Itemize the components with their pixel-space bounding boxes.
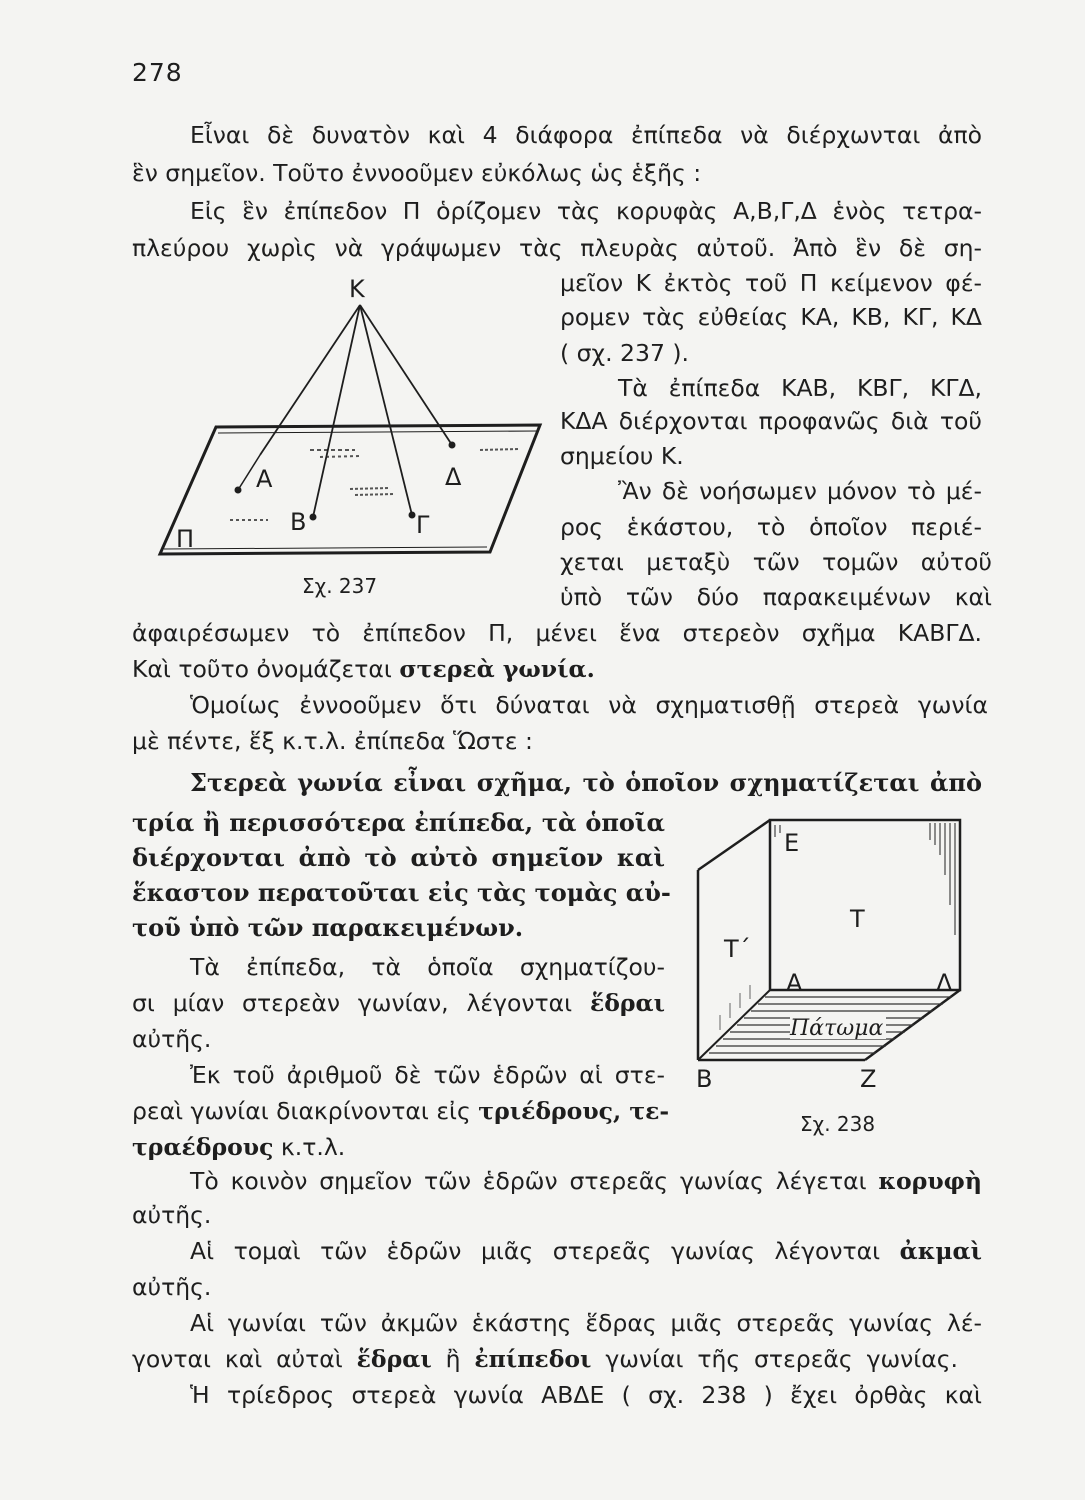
fig237-label-D: Δ (445, 463, 462, 491)
fig238-label-Z: Ζ (860, 1065, 877, 1093)
text-line: ρομεν τὰς εὐθείας ΚΑ, ΚΒ, ΚΓ, ΚΔ (560, 303, 982, 331)
term-edges: ἀκμαὶ (899, 1237, 982, 1265)
text-line: ΚΔΑ διέρχονται προφανῶς διὰ τοῦ (560, 407, 982, 435)
text-line: Εἰς ἓν ἐπίπεδον Π ὁρίζομεν τὰς κορυφὰς Α,Β,Γ,Δ ἑνὸς τετρα- (190, 197, 982, 225)
fig238-label-D: Δ (936, 969, 953, 997)
text-line: μεῖον Κ ἐκτὸς τοῦ Π κείμενον φέ- (560, 269, 982, 297)
text-line: Ἡ τρίεδρος στερεὰ γωνία ΑΒΔΕ ( σχ. 238 ) ἔχει ὀρθὰς καὶ (190, 1381, 982, 1409)
fig237-label-K: Κ (349, 275, 365, 303)
text-line: ρεαὶ γωνίαι διακρίνονται εἰς τριέδρους, τε- (132, 1097, 670, 1125)
fig238-label-T: Τ (850, 905, 865, 933)
fig237-label-P: Π (176, 525, 195, 553)
text-line: Αἱ τομαὶ τῶν ἑδρῶν μιᾶς στερεᾶς γωνίας λέγονται ἀκμαὶ (190, 1237, 982, 1265)
fig238-label-E: Ε (784, 829, 800, 857)
fig237-label-G: Γ (416, 511, 430, 539)
term-trihedral: τριέδρους, τε- (478, 1097, 670, 1125)
text-line: Τὰ ἐπίπεδα ΚΑΒ, ΚΒΓ, ΚΓΔ, (618, 374, 982, 402)
text-line: αὐτῆς. (132, 1201, 212, 1229)
term-plane-angles: ἐπίπεδοι (474, 1345, 592, 1373)
term-tetrahedral: τραέδρους (132, 1133, 274, 1161)
text-line: Τὸ κοινὸν σημεῖον τῶν ἑδρῶν στερεᾶς γωνίας λέγεται κορυφὴ (190, 1167, 982, 1195)
text-line: Ὁμοίως ἐννοοῦμεν ὅτι δύναται νὰ σχηματισθῇ στερεὰ γωνία (190, 691, 988, 719)
definition-line: τρία ἢ περισσότερα ἐπίπεδα, τὰ ὁποῖα (132, 808, 665, 837)
text-line: ἓν σημεῖον. Τοῦτο ἐννοοῦμεν εὐκόλως ὡς ἑξῆς : (132, 159, 702, 187)
fig237-label-B: Β (290, 508, 307, 536)
text-line: αὐτῆς. (132, 1025, 212, 1053)
term-faces-2: ἕδραι (356, 1345, 432, 1373)
term-vertex: κορυφὴ (878, 1167, 982, 1195)
fig238-label-B: Β (696, 1065, 713, 1093)
text-line: γονται καὶ αὐταὶ ἕδραι ἢ ἐπίπεδοι γωνίαι τῆς στερεᾶς γωνίας. (132, 1345, 958, 1373)
figure-237-solid-angle (150, 265, 550, 595)
text-line: Τὰ ἐπίπεδα, τὰ ὁποῖα σχηματίζου- (190, 953, 665, 981)
text-line: τραέδρους κ.τ.λ. (132, 1133, 346, 1161)
text-line: ἀφαιρέσωμεν τὸ ἐπίπεδον Π, μένει ἕνα στερεὸν σχῆμα ΚΑΒΓΔ. (132, 619, 982, 647)
figure-237-caption: Σχ. 237 (302, 574, 378, 598)
definition-line: τοῦ ὑπὸ τῶν παρακειμένων. (132, 913, 524, 942)
text-line: σημείου Κ. (560, 442, 684, 470)
figure-238-caption: Σχ. 238 (800, 1112, 876, 1136)
text-line: ρος ἑκάστου, τὸ ὁποῖον περιέ- (560, 513, 982, 541)
text-line: Αἱ γωνίαι τῶν ἀκμῶν ἑκάστης ἕδρας μιᾶς στερεᾶς γωνίας λέ- (190, 1309, 982, 1337)
definition-line: ἕκαστον περατοῦται εἰς τὰς τομὰς αὐ- (132, 878, 671, 907)
definition-line: διέρχονται ἀπὸ τὸ αὐτὸ σημεῖον καὶ (132, 843, 665, 872)
page-number: 278 (132, 58, 183, 87)
text-line: χεται μεταξὺ τῶν τομῶν αὐτοῦ (560, 548, 992, 576)
text-line: ὑπὸ τῶν δύο παρακειμένων καὶ (560, 583, 992, 611)
definition-line: Στερεὰ γωνία εἶναι σχῆμα, τὸ ὁποῖον σχηματίζεται ἀπὸ (190, 768, 982, 797)
term-solid-angle: στερεὰ γωνία. (399, 655, 595, 683)
fig238-label-T-prime: Τ΄ (724, 935, 751, 963)
fig237-label-A: Α (256, 465, 273, 493)
text-line: Ἂν δὲ νοήσωμεν μόνον τὸ μέ- (618, 477, 982, 505)
text-line: Καὶ τοῦτο ὀνομάζεται στερεὰ γωνία. (132, 655, 595, 683)
text-line: σι μίαν στερεὰν γωνίαν, λέγονται ἕδραι (132, 989, 665, 1017)
fig238-label-A: Α (786, 969, 803, 997)
text-line: μὲ πέντε, ἕξ κ.τ.λ. ἐπίπεδα Ὥστε : (132, 727, 533, 755)
figure-238-room-corner (690, 815, 970, 1095)
text-line: αὐτῆς. (132, 1273, 212, 1301)
text-line: Ἐκ τοῦ ἀριθμοῦ δὲ τῶν ἑδρῶν αἱ στε- (190, 1061, 665, 1089)
text-line: Εἶναι δὲ δυνατὸν καὶ 4 διάφορα ἐπίπεδα νὰ διέρχωνται ἀπὸ (190, 121, 982, 149)
text-line: ( σχ. 237 ). (560, 339, 690, 367)
term-faces: ἕδραι (589, 989, 665, 1017)
fig238-label-floor: Πάτωμα (790, 1016, 884, 1041)
text-line: πλεύρου χωρὶς νὰ γράψωμεν τὰς πλευρὰς αὐτοῦ. Ἀπὸ ἓν δὲ ση- (132, 234, 982, 262)
